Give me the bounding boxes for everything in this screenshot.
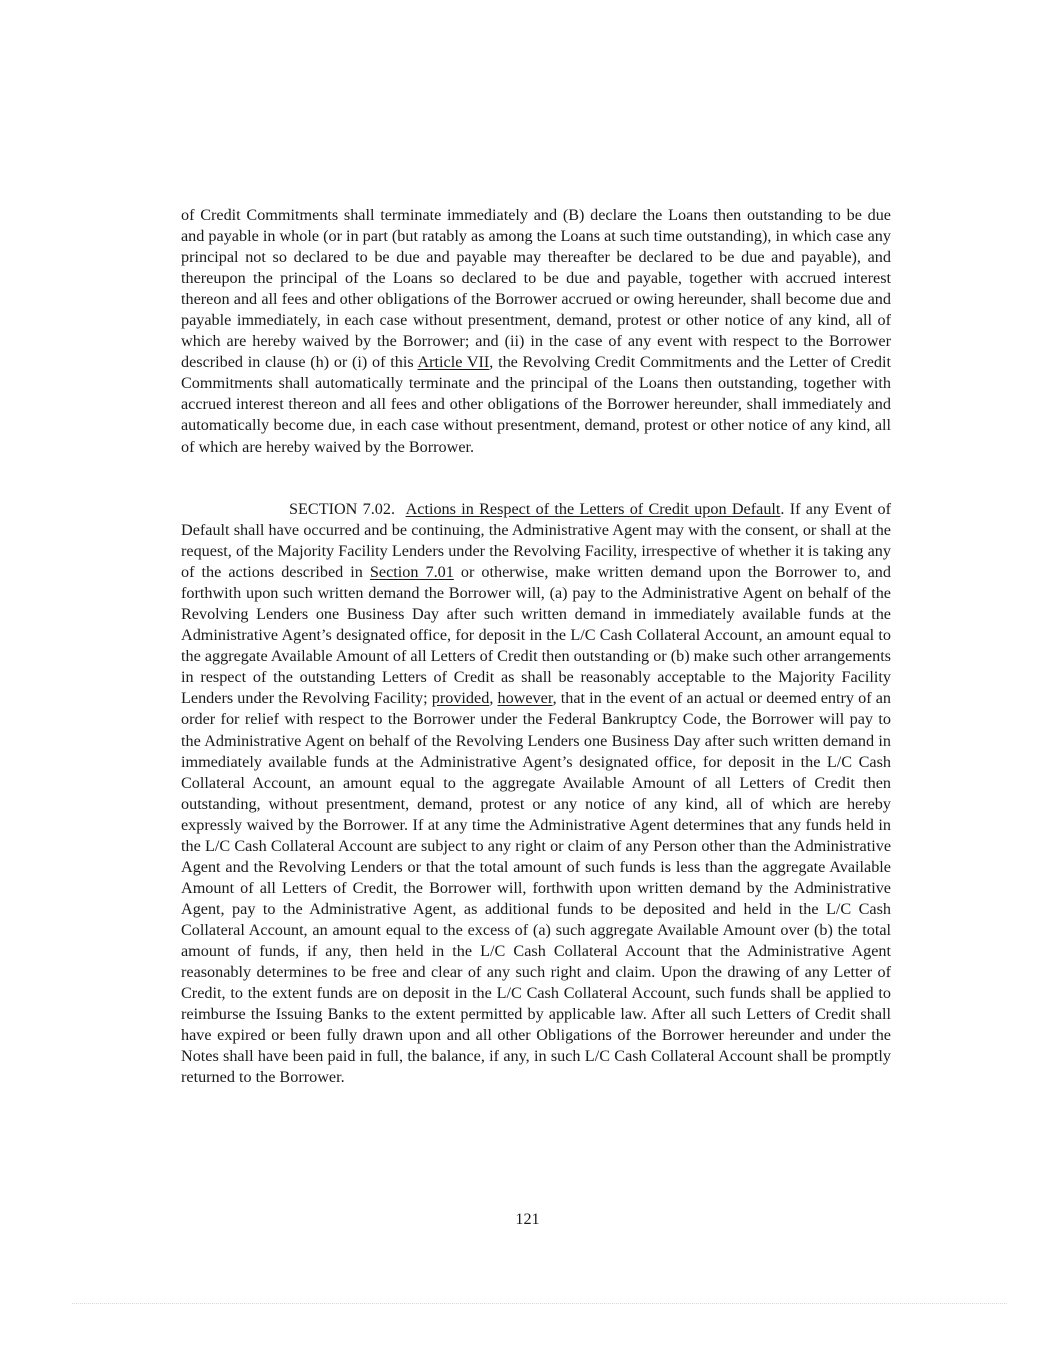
- paragraph-article-vii-remedies: [181, 205, 891, 458]
- section-7-01-reference: Section 7.01: [369, 563, 454, 582]
- page-number: 121: [515, 1210, 540, 1228]
- paragraph-text: of Credit Commitments shall terminate immediately and (B) declare the Loans then outstanding to be due and payable in whole (or in part (but ratably as among the Loans at such time outstanding), in which case any principal not so declared to be due and payable may thereafter be declared to be due and payable), and thereupon the principal of the Loans so declared to be due and payable, together with accrued interest thereon and all fees and other obligations of the Borrower accrued or owing hereunder, shall become due and payable immediately, in each case without presentment, demand, protest or other notice of any kind, all of which are hereby waived by the Borrower; and (ii) in the case of any event with respect to the Borrower described in clause (h) or (i) of this: [181, 206, 891, 372]
- paragraph-text: or otherwise, make written demand upon the Borrower to, and forthwith upon such written demand the Borrower will, (a) pay to the Administrative Agent on behalf of the Revolving Lenders one Business Day after such written demand in immediately available funds at the Administrative Agent’s designated office, for deposit in the L/C Cash Collateral Account, an amount equal to the aggregate Available Amount of all Letters of Credit then outstanding or (b) make such other arrangements in respect of the outstanding Letters of Credit as shall be reasonably acceptable to the Majority Facility Lenders under the Revolving Facility;: [181, 563, 891, 708]
- paragraph-text: , the Revolving Credit Commitments and the Letter of Credit Commitments shall automatically terminate and the principal of the Loans then outstanding, together with accrued interest thereon and all fees and other obligations of the Borrower hereunder, shall immediately and automatically become due, in each case without presentment, demand, protest or other notice of any kind, all of which are hereby waived by the Borrower.: [181, 353, 891, 456]
- however-term: however: [497, 689, 553, 708]
- section-label: SECTION 7.02.: [289, 500, 396, 518]
- section-title: Actions in Respect of the Letters of Credit upon Default: [405, 500, 781, 518]
- section-title-period: .: [780, 500, 785, 518]
- article-vii-reference: Article VII: [417, 353, 490, 372]
- paragraph-text: , that in the event of an actual or deemed entry of an order for relief with respect to the Borrower under the Federal Bankruptcy Code, the Borrower will pay to the Administrative Agent on behalf of the Revolving Lenders one Business Day after such written demand in immediately available funds at the Administrative Agent’s designated office, for deposit in the L/C Cash Collateral Account, an amount equal to the aggregate Available Amount of all Letters of Credit then outstanding, without presentment, demand, protest or any notice of any kind, all of which are hereby expressly waived by the Borrower. If at any time the Administrative Agent determines that any funds held in the L/C Cash Collateral Account are subject to any right or claim of any Person other than the Administrative Agent and the Revolving Lenders or that the total amount of such funds is less than the aggregate Available Amount of all Letters of Credit, the Borrower will, forthwith upon written demand by the Administrative Agent, pay to the Administrative Agent, as additional funds to be deposited and held in the L/C Cash Collateral Account, an amount equal to the excess of (a) such aggregate Available Amount over (b) the total amount of funds, if any, then held in the L/C Cash Collateral Account that the Administrative Agent reasonably determines to be free and clear of any such right and claim. Upon the drawing of any Letter of Credit, to the extent funds are on deposit in the L/C Cash Collateral Account, such funds shall be applied to reimburse the Issuing Banks to the extent permitted by applicable law. After all such Letters of Credit shall have expired or been fully drawn upon and all other Obligations of the Borrower hereunder and under the Notes shall have been paid in full, the balance, if any, in such L/C Cash Collateral Account shall be promptly returned to the Borrower.: [181, 689, 891, 1087]
- paragraph-section-7-02: [181, 499, 891, 1088]
- provided-term: provided: [431, 689, 490, 708]
- page-bottom-divider: [72, 1303, 1007, 1304]
- paragraph-text: If any Event of Default shall have occurred and be continuing, the Administrative Agent may with the consent, or shall at the request, of the Majority Facility Lenders under the Revolving Facility, irrespective of whether it is taking any of the actions described in: [181, 500, 891, 582]
- comma-text: ,: [489, 689, 498, 708]
